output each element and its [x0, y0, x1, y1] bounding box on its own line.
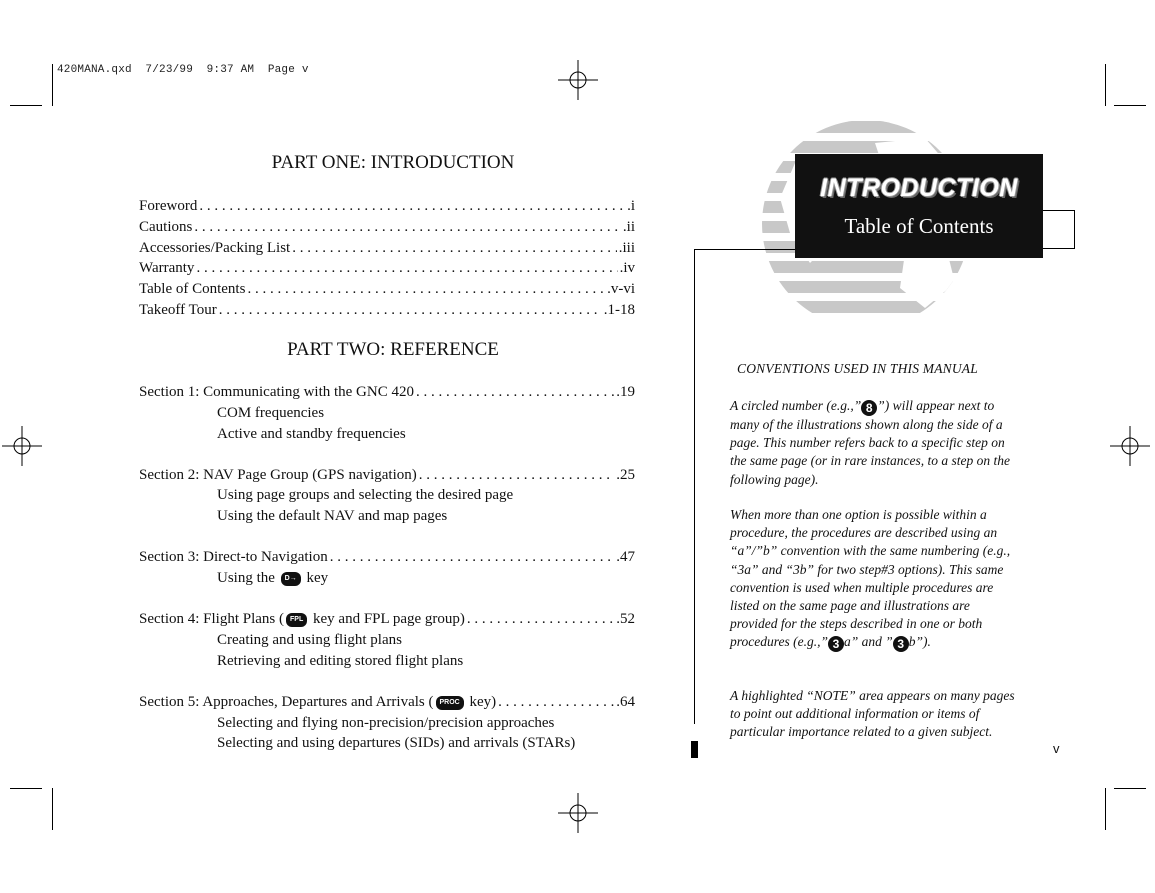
- toc-subentry: Using the default NAV and map pages: [217, 508, 448, 524]
- slug-line: 420MANA.qxd 7/23/99 9:37 AM Page v: [57, 64, 309, 76]
- conventions-text: b”).: [908, 634, 931, 650]
- leader-dots: [194, 218, 621, 236]
- toc-entry-label: Section 1: Communicating with the GNC 420: [139, 384, 414, 400]
- toc-entry-page: .v-vi: [607, 281, 635, 297]
- conventions-text: ”) will appear next to many of the illustrations shown along the side of a page. This number refers back to a specific step on the same page (or in rare instances, to a step on the following page).: [730, 398, 1010, 487]
- registration-mark-icon: [1110, 426, 1150, 466]
- conventions-text: A circled number (e.g.,”: [730, 398, 862, 413]
- part-one-heading: PART ONE: INTRODUCTION: [271, 152, 515, 173]
- frame-line: [1074, 210, 1075, 249]
- toc-entry-label: Takeoff Tour: [139, 302, 217, 318]
- toc-subentry: COM frequencies: [217, 405, 325, 421]
- toc-entry-page: .ii: [622, 219, 635, 235]
- leader-dots: [498, 693, 614, 711]
- toc-entry[interactable]: [139, 280, 635, 298]
- toc-entry-label-text: key): [469, 694, 497, 710]
- toc-entry-label-text: Section 4: Flight Plans (: [139, 611, 285, 627]
- toc-entry-page: .19: [616, 384, 635, 400]
- crop-mark: [1105, 64, 1106, 106]
- toc-section-5[interactable]: [139, 693, 635, 711]
- conventions-paragraph: [730, 506, 1015, 652]
- leader-dots: [196, 259, 617, 277]
- toc-subentry: Retrieving and editing stored flight plans: [217, 653, 464, 669]
- crop-mark: [10, 105, 42, 106]
- toc-entry[interactable]: [139, 218, 635, 236]
- crop-mark: [52, 788, 53, 830]
- circled-number-icon: 3: [893, 636, 909, 652]
- toc-subentry: Using page groups and selecting the desired page: [217, 487, 514, 503]
- toc-section-1[interactable]: [139, 383, 635, 401]
- toc-entry-page: .1-18: [603, 302, 635, 318]
- section-title: INTRODUCTION: [820, 174, 1018, 202]
- frame-line: [1043, 248, 1075, 249]
- toc-section-3[interactable]: [139, 548, 635, 566]
- toc-entry-page: .iii: [618, 240, 635, 256]
- toc-subentry: Creating and using flight plans: [217, 632, 402, 648]
- toc-entry-label: Cautions: [139, 219, 193, 235]
- frame-line: [694, 249, 695, 724]
- leader-dots: [292, 239, 617, 257]
- toc-entry-page: .52: [616, 611, 635, 627]
- toc-entry-label: Accessories/Packing List: [139, 240, 291, 256]
- toc-subentry: Selecting and flying non-precision/precision approaches: [217, 715, 555, 731]
- leader-dots: [416, 383, 614, 401]
- crop-mark: [1114, 105, 1146, 106]
- fpl-key-icon: FPL: [286, 613, 307, 627]
- toc-subentry-text: Using the: [217, 570, 275, 586]
- toc-subentry-text: key: [306, 570, 329, 586]
- frame-line: [694, 249, 795, 250]
- toc-subentry: Active and standby frequencies: [217, 426, 406, 442]
- toc-subentry: [217, 569, 328, 587]
- crop-mark: [1114, 788, 1146, 789]
- leader-dots: [419, 466, 614, 484]
- page-number: v: [1053, 741, 1060, 756]
- toc-entry-label: [139, 610, 465, 628]
- frame-line: [1043, 210, 1075, 211]
- toc-entry-page: .25: [616, 467, 635, 483]
- toc-entry-label-text: Section 5: Approaches, Departures and Arrivals (: [139, 694, 434, 710]
- conventions-text: a” and ”: [843, 634, 893, 650]
- crop-mark: [10, 788, 42, 789]
- toc-entry[interactable]: [139, 301, 635, 319]
- toc-entry-page: .iv: [619, 260, 635, 276]
- conventions-paragraph: A highlighted “NOTE” area appears on many pages to point out additional information or items of particular importance related to a given subject.: [730, 688, 1015, 740]
- toc-entry-label: Section 2: NAV Page Group (GPS navigation): [139, 467, 417, 483]
- registration-mark-icon: [2, 426, 42, 466]
- toc-section-4[interactable]: [139, 610, 635, 628]
- crop-mark: [52, 64, 53, 106]
- toc-entry-label: Table of Contents: [139, 281, 246, 297]
- proc-key-icon: PROC: [436, 696, 464, 710]
- leader-dots: [247, 280, 605, 298]
- circled-number-icon: 8: [861, 400, 877, 416]
- toc-entry[interactable]: [139, 259, 635, 277]
- toc-subentry: Selecting and using departures (SIDs) and arrivals (STARs): [217, 735, 576, 751]
- conventions-paragraph: [730, 397, 1015, 489]
- conventions-text: When more than one option is possible within a procedure, the procedures are described using an “a”/”b” convention with the same numbering (e.g., “3a” and “3b” for two step#3 options). This same convention is used when multiple procedures are listed on the same page and illustrations are provided for the steps described in one or both procedures (e.g.,”: [730, 507, 1011, 650]
- toc-entry[interactable]: [139, 239, 635, 257]
- section-title-box: [795, 154, 1043, 258]
- toc-entry-page: .64: [616, 694, 635, 710]
- toc-entry-label: [139, 693, 496, 711]
- circled-number-icon: 3: [828, 636, 844, 652]
- leader-dots: [330, 548, 615, 566]
- toc-entry-page: .i: [627, 198, 635, 214]
- toc-section-2[interactable]: [139, 466, 635, 484]
- leader-dots: [199, 197, 625, 215]
- side-tab-marker: [691, 741, 698, 758]
- leader-dots: [467, 610, 614, 628]
- toc-entry-label: Foreword: [139, 198, 198, 214]
- toc-entry[interactable]: [139, 197, 635, 215]
- part-two-heading: PART TWO: REFERENCE: [287, 339, 499, 360]
- direct-to-key-icon: D→: [281, 572, 301, 586]
- registration-mark-icon: [558, 60, 598, 100]
- toc-entry-label: Section 3: Direct-to Navigation: [139, 549, 328, 565]
- conventions-heading: CONVENTIONS USED IN THIS MANUAL: [737, 361, 978, 376]
- toc-entry-label: Warranty: [139, 260, 195, 276]
- toc-entry-label-text: key and FPL page group): [313, 611, 465, 627]
- toc-entry-page: .47: [616, 549, 635, 565]
- leader-dots: [219, 301, 602, 319]
- crop-mark: [1105, 788, 1106, 830]
- registration-mark-icon: [558, 793, 598, 833]
- section-subtitle: Table of Contents: [844, 214, 994, 238]
